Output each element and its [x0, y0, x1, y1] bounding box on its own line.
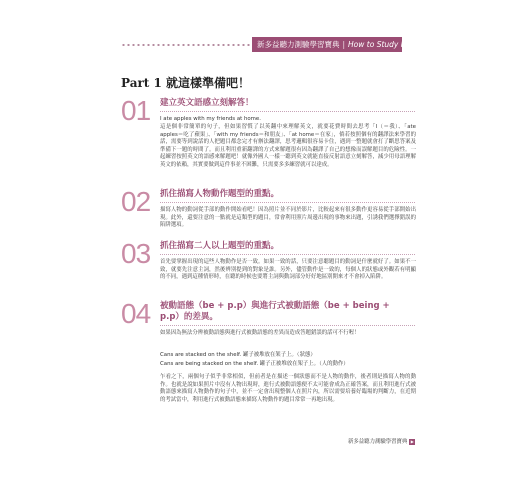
header-dots-divider	[121, 44, 251, 46]
example-passive-state: Cans are stacked on the shelf. 罐子被堆放在架子上。（狀態）	[160, 352, 316, 358]
section-body-02: 描寫人物的動詞從手部的動作開始看吧！因為照片並不同於影片，比較起來有很多動作更容易從手部開始出現。此外，還要注意的一點就是這類型的題目，常會利用照片周邊出現的事物來出題，引誘我們選擇錯誤的陷阱選項。	[160, 207, 416, 229]
example-passive-progressive: Cans are being stacked on the shelf. 罐子正被堆放在架子上。（人的動作）	[160, 361, 349, 367]
header-english-title: How to Study NEW TOEIC LC	[348, 40, 456, 49]
section-body-04: 如果因為無法分辨被動語態與進行式被動語態的差異而造成答題錯誤的話可不行喔！	[160, 330, 360, 336]
section-example-sentence-01: I ate apples with my friends at home.	[160, 116, 261, 122]
section-number-02: 02	[121, 186, 151, 217]
page-footer	[348, 437, 415, 445]
footer-book-title: 新多益聽力測驗學習寶典	[348, 439, 408, 445]
header-banner	[252, 37, 456, 52]
section-title-02: 抓住描寫人物動作題型的重點。	[160, 189, 280, 199]
section-body-04-continued: 乍看之下，兩個句子似乎非常相似，但前者是在描述一個狀態而不是人物的動作，後者則是描寫人物的動作。也就是說如果照片中沒有人物出現時，進行式被動語態便不太可能會成為正確答案，而且利用進行式被動語態來描寫人物動作的句子中，並不一定會出現整個人在照片內，所以需要培養好臨場的判斷力，在近期的考試當中，利用進行式被動語態來描寫人物動作的題目常常一再地出現。	[160, 374, 416, 403]
section-divider-03	[160, 254, 415, 255]
section-title-01: 建立英文語感立刻解答！	[160, 98, 254, 108]
section-divider-04	[160, 325, 415, 326]
section-divider-02	[160, 202, 415, 203]
header-separator: |	[342, 40, 346, 49]
section-title-03: 抓住描寫二人以上題型的重點。	[160, 241, 280, 251]
section-body-03: 首先要掌握出現的這些人物動作是否一致。如果一致的話，只要注意聽題目的動詞是什麼就好了。如果不一致，就要先注意主詞，然後辨別提到的對象是誰。另外，儘管動作是一致的，每個人的狀態或外觀若有明顯的不同，遇到這種情形時，在聽的時候也要將主詞與動詞部分好好地區別開來才不會掉入陷阱。	[160, 259, 416, 281]
part-title: Part 1 就這樣準備吧！	[121, 76, 251, 90]
section-divider-01	[160, 111, 415, 112]
footer-arrow-icon: ▶	[410, 438, 414, 444]
section-body-01: 這是個非常簡單的句子，但如果習慣了以英翻中來理解英文，就要花費時間去思考「I（＝我）、「ate apples＝吃了蘋果」、「with my friends＝和朋友」、「at home＝在家」，倘若按照個有的翻譯法來學習的話，需要等到說話的人把題目都念完才有辦法翻譯，思考邏輯很容易卡住，遇到一整題就會打了斷思答案及準備下一題的時間了。而且利用重新翻譯的方式來解題很有因為翻譯了自己的想像而誤解題目的危險性。一起練習按照英文的語感來解題吧！就像外國人一樣一聽到英文就能直接反射語意立刻解答，減少用母語理解英文的依賴，其實要做到這件事並不困難，只需要多多練習就可以達成。	[160, 124, 416, 168]
section-title-04: 被動語態（be + p.p）與進行式被動語態（be + being + p.p）的差異。	[160, 301, 390, 323]
section-number-03: 03	[121, 238, 151, 269]
section-number-01: 01	[121, 95, 151, 126]
section-number-04: 04	[121, 298, 151, 329]
header-chinese-title: 新多益聽力測驗學習寶典	[257, 40, 340, 49]
